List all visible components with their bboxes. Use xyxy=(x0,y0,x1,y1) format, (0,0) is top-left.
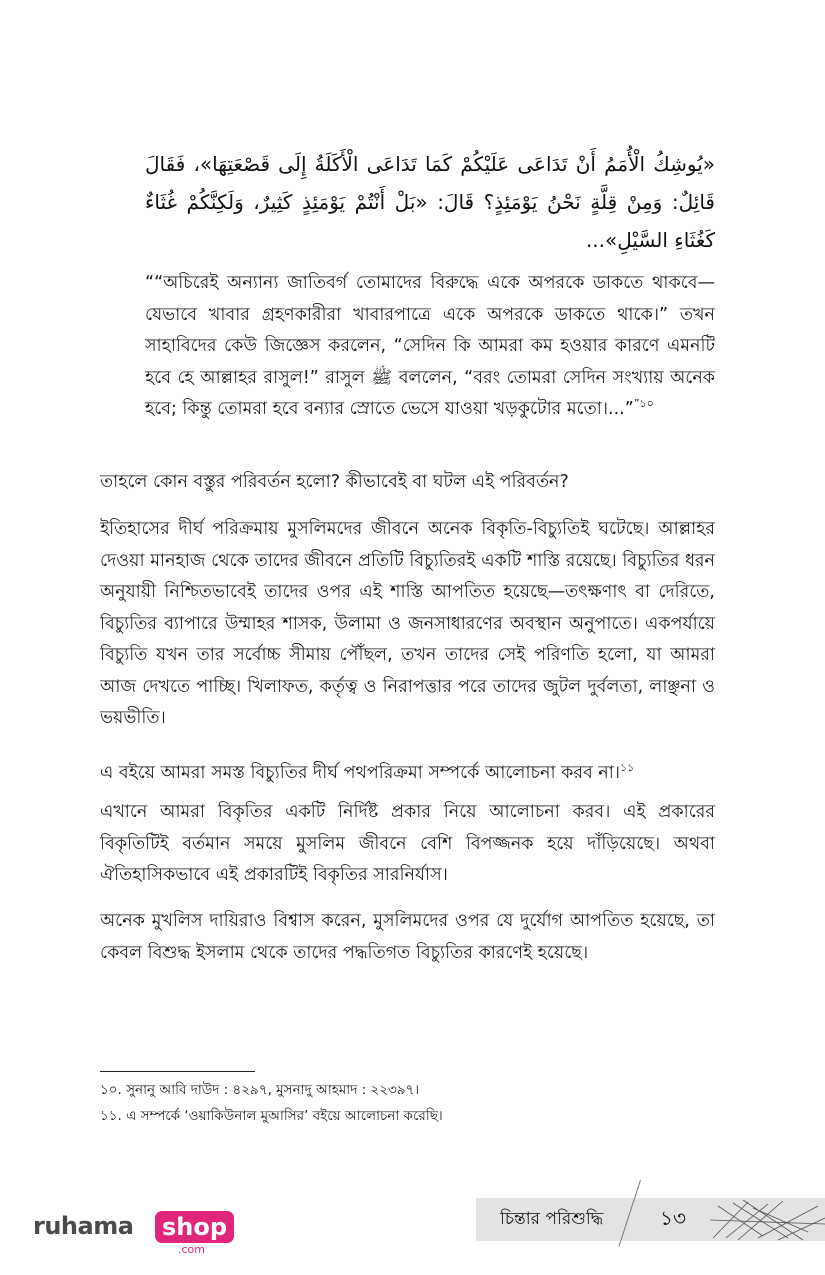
footnote-ref-11: ১১ xyxy=(620,761,635,775)
footnote-11: ১১. এ সম্পর্কে ‘ওয়াকিউনাল মুআসির’ বইয়ে আলোচনা করেছি। xyxy=(100,1108,443,1124)
footnote-10: ১০. সুনানু আবি দাউদ : ৪২৯৭, মুসনাদু আহমাদ : ২২৩৯৭। xyxy=(100,1082,420,1098)
quote-text: ““অচিরেই অন্যান্য জাতিবর্গ তোমাদের বিরুদ্ধে একে অপরকে ডাকতে থাকবে—যেভাবে খাবার গ্রহণকারীরা খাবারপাত্রে একে অপরকে ডাকতে থাকে।” তখন সাহাবিদের কেউ জিজ্ঞেস করলেন, “সেদিন কি আমরা কম হওয়ার কারণে এমনটি হবে হে আল্লাহর রাসুল!” রাসুল ﷺ বললেন, “বরং তোমরা সেদিন সংখ্যায় অনেক হবে; কিন্তু তোমরা হবে বন্যার স্রোতে ভেসে যাওয়া খড়কুটোর মতো।...” xyxy=(145,273,716,419)
body-paragraph-2-text: এ বইয়ে আমরা সমস্ত বিচ্যুতির দীর্ঘ পথপরিক্রমা সম্পর্কে আলোচনা করব না। xyxy=(100,763,621,783)
logo-text-dotcom: .com xyxy=(178,1243,205,1256)
ruhama-shop-logo xyxy=(33,1212,233,1262)
body-paragraph-4: অনেক মুখলিস দায়িরাও বিশ্বাস করেন, মুসলিমদের ওপর যে দুর্যোগ আপতিত হয়েছে, তা কেবল বিশুদ্ধ ইসলাম থেকে তাদের পদ্ধতিগত বিচ্যুতির কারণেই হয়েছে। xyxy=(100,911,715,963)
page-number: ১৩ xyxy=(660,1206,686,1230)
logo-text-main: ruhama xyxy=(33,1212,134,1240)
question-paragraph: তাহলে কোন বস্তুর পরিবর্তন হলো? কীভাবেই বা ঘটল এই পরিবর্তন? xyxy=(100,472,569,492)
logo-text-shop: shop xyxy=(155,1211,234,1243)
footer-ornament xyxy=(708,1198,825,1241)
quote-footnote-ref: ”১০ xyxy=(633,397,654,411)
body-paragraph-3: এখানে আমরা বিকৃতির একটি নির্দিষ্ট প্রকার নিয়ে আলোচনা করব। এই প্রকারের বিকৃতিটিই বর্তমান সময়ে মুসলিম জীবনে বেশি বিপজ্জনক হয়ে দাঁড়িয়েছে। অথবা ঐতিহাসিকভাবে এই প্রকারটিই বিকৃতির সারনির্যাস। xyxy=(100,802,715,885)
footnote-divider xyxy=(100,1071,255,1072)
quote-translation xyxy=(145,268,715,426)
arabic-hadith: «يُوشِكُ الْأُمَمُ أَنْ تَدَاعَى عَلَيْكُمْ كَمَا تَدَاعَى الْأَكَلَةُ إِلَى قَصْعَتِهَا»، فَقَالَ قَائِلٌ: وَمِنْ قِلَّةٍ نَحْنُ يَوْمَئِذٍ؟ قَالَ: «بَلْ أَنْتُمْ يَوْمَئِذٍ كَثِيرٌ، وَلَكِنَّكُمْ غُثَاءٌ كَغُثَاءِ السَّيْلِ»... xyxy=(145,152,715,252)
running-title: চিন্তার পরিশুদ্ধি xyxy=(500,1209,604,1229)
body-paragraph-2 xyxy=(100,758,715,790)
body-paragraph-1: ইতিহাসের দীর্ঘ পরিক্রমায় মুসলিমদের জীবনে অনেক বিকৃতি-বিচ্যুতিই ঘটেছে। আল্লাহর দেওয়া মানহাজ থেকে তাদের জীবনে প্রতিটি বিচ্যুতিরই একটি শাস্তি রয়েছে। বিচ্যুতির ধরন অনুযায়ী নিশ্চিতভাবেই তাদের ওপর এই শাস্তি আপতিত হয়েছে—তৎক্ষণাৎ বা দেরিতে, বিচ্যুতির ব্যাপারে উম্মাহর শাসক, উলামা ও জনসাধারণের অবস্থান অনুপাতে। একপর্যায়ে বিচ্যুতি যখন তার সর্বোচ্চ সীমায় পৌঁছল, তখন তাদের সেই পরিণতি হলো, যা আমরা আজ দেখতে পাচ্ছি। খিলাফত, কর্তৃত্ব ও নিরাপত্তার পরে তাদের জুটল দুর্বলতা, লাঞ্ছনা ও ভয়ভীতি। xyxy=(100,519,715,728)
